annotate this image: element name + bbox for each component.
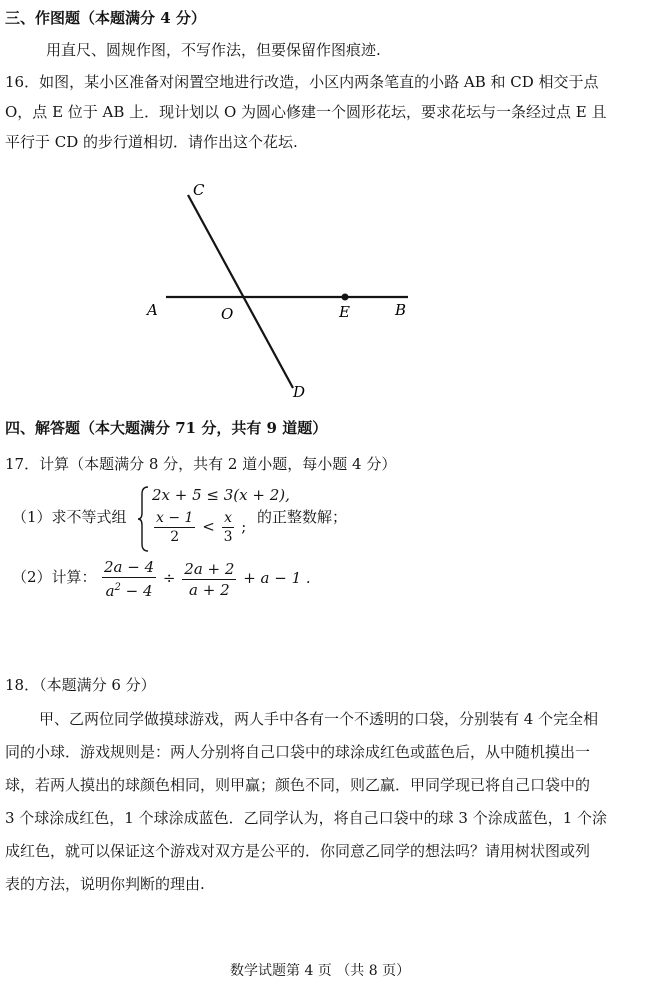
- fraction-2a-plus-2: [182, 560, 236, 599]
- system-inequality-1: [152, 486, 290, 504]
- f1-numerator: 2a − 4: [104, 558, 155, 576]
- q17-part1-suffix: 的正整数解；: [257, 508, 348, 526]
- f1-den-rest: − 4: [120, 582, 153, 600]
- f2-denominator: a + 2: [189, 580, 230, 599]
- frac1-numerator: x − 1: [156, 510, 194, 526]
- q17-heading: 17．计算（本题满分 8 分，共有 2 道小题，每小题 4 分）: [5, 455, 397, 473]
- q16-line2: O，点 E 位于 AB 上．现计划以 O 为圆心修建一个圆形花坛，要求花坛与一条经过点 E 且: [5, 103, 607, 121]
- frac1-denominator: 2: [170, 529, 180, 545]
- section3-instruction: 用直尺、圆规作图，不写作法，但要保留作图痕迹.: [46, 41, 381, 59]
- system-brace: [137, 486, 149, 552]
- f1-den-exponent: 2: [114, 582, 121, 593]
- label-d: D: [293, 383, 306, 401]
- f1-den-base: a: [105, 582, 115, 600]
- q17-part2-expression: [100, 558, 311, 600]
- section3-heading: 三、作图题（本题满分 4 分）: [5, 9, 206, 27]
- q16-line3: 平行于 CD 的步行道相切．请作出这个花坛.: [5, 133, 298, 151]
- frac2-denominator: 3: [223, 529, 233, 545]
- fraction-x-over-3: [222, 510, 235, 545]
- ineq1-text: 2x + 5 ≤ 3(x + 2),: [152, 486, 290, 504]
- expression-tail: + a − 1 .: [243, 569, 311, 587]
- q18-line2: 同的小球．游戏规则是：两人分别将自己口袋中的球涂成红色或蓝色后，从中随机摸出一: [5, 743, 591, 761]
- label-e: E: [339, 303, 350, 321]
- q18-heading: 18．（本题满分 6 分）: [5, 676, 156, 694]
- less-than-sign: <: [202, 517, 215, 536]
- frac2-numerator: x: [224, 510, 232, 526]
- label-a: A: [147, 301, 158, 319]
- semicolon: ;: [241, 517, 247, 536]
- q18-line5: 成红色，就可以保证这个游戏对双方是公平的．你同意乙同学的想法吗？请用树状图或列: [5, 842, 591, 860]
- fraction-2a-minus-4: [102, 558, 156, 600]
- q18-line4: 3 个球涂成红色，1 个球涂成蓝色．乙同学认为，将自己口袋中的球 3 个涂成蓝色，1 个涂: [5, 809, 608, 827]
- q18-line3: 球，若两人摸出的球颜色相同，则甲赢；颜色不同，则乙赢．甲同学现已将自己口袋中的: [5, 776, 591, 794]
- q18-line1: 甲、乙两位同学做摸球游戏，两人手中各有一个不透明的口袋，分别装有 4 个完全相: [39, 710, 599, 728]
- q18-line6: 表的方法，说明你判断的理由.: [5, 875, 205, 893]
- q17-part2-prefix: （2）计算：: [12, 568, 97, 586]
- section4-heading: 四、解答题（本大题满分 71 分，共有 9 道题）: [5, 419, 328, 437]
- fraction-x-minus-1-over-2: [154, 510, 195, 545]
- point-e: [342, 294, 349, 301]
- q17-part1-prefix: （1）求不等式组: [12, 508, 127, 526]
- line-cd: [188, 195, 293, 388]
- system-inequality-2: [152, 510, 246, 545]
- label-b: B: [395, 301, 407, 319]
- label-c: C: [193, 181, 205, 199]
- q16-line1: 16．如图，某小区准备对闲置空地进行改造，小区内两条笔直的小路 AB 和 CD 相交于点: [5, 73, 599, 91]
- f1-denominator: [104, 578, 155, 600]
- division-sign: ÷: [162, 569, 176, 587]
- page-footer: 数学试题第 4 页 （共 8 页）: [230, 963, 411, 979]
- label-o: O: [221, 305, 234, 323]
- f2-numerator: 2a + 2: [184, 559, 235, 578]
- geometry-figure: [0, 175, 647, 405]
